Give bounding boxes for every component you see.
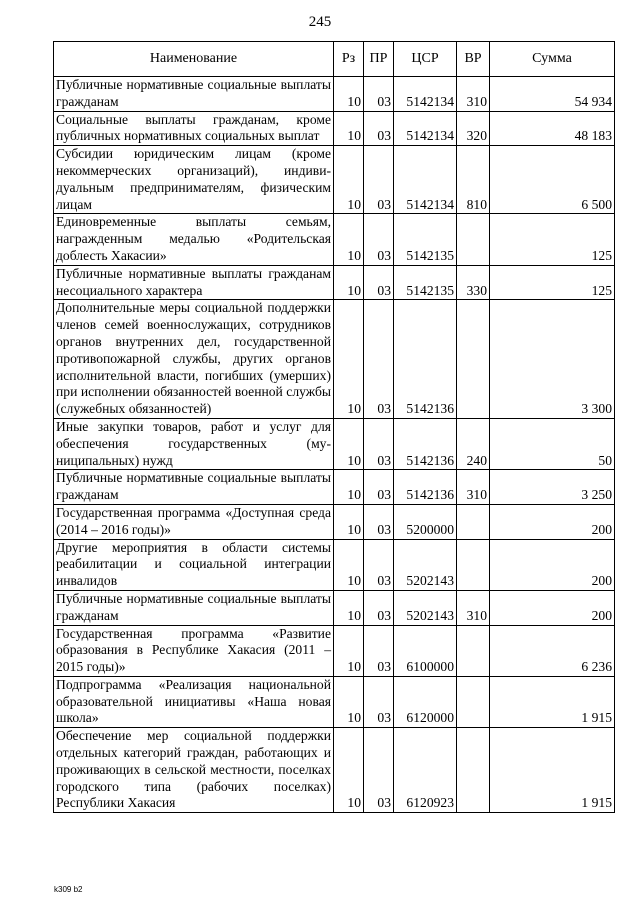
cell-vr: 310 — [457, 77, 490, 112]
cell-csr: 5202143 — [394, 590, 457, 625]
table-row — [54, 625, 615, 676]
table-row — [54, 265, 615, 300]
cell-rz: 10 — [334, 111, 364, 146]
header-pr: ПР — [364, 42, 394, 77]
cell-pr: 03 — [364, 77, 394, 112]
cell-sum: 125 — [490, 265, 615, 300]
footer-code: k309 b2 — [54, 885, 83, 894]
cell-name: Дополнительные меры социальной поддержки членов семей военнослужащих, сотрудников органов внутренних дел, государственной противопожарной службы, других органов исполнительной власти, погибших (умерших) при исполнении обязанностей военной службы (служебных обязанностей) — [54, 300, 334, 419]
cell-name: Иные закупки товаров, работ и услуг для обеспечения государственных (муниципальных) нужд — [54, 418, 334, 469]
cell-csr: 5142135 — [394, 214, 457, 265]
cell-vr — [457, 300, 490, 419]
table-row — [54, 470, 615, 505]
cell-csr: 5202143 — [394, 539, 457, 590]
cell-name: Публичные нормативные социальные выплаты гражданам — [54, 590, 334, 625]
cell-vr: 310 — [457, 590, 490, 625]
cell-name: Подпрограмма «Реализация национальной образовательной инициативы «Наша новая школа» — [54, 676, 334, 727]
cell-pr: 03 — [364, 676, 394, 727]
cell-csr: 6120923 — [394, 728, 457, 813]
cell-pr: 03 — [364, 470, 394, 505]
cell-csr: 5200000 — [394, 504, 457, 539]
cell-rz: 10 — [334, 504, 364, 539]
cell-rz: 10 — [334, 676, 364, 727]
cell-pr: 03 — [364, 111, 394, 146]
cell-pr: 03 — [364, 265, 394, 300]
cell-rz: 10 — [334, 470, 364, 505]
cell-vr: 310 — [457, 470, 490, 505]
cell-sum: 1 915 — [490, 676, 615, 727]
cell-vr — [457, 676, 490, 727]
cell-sum: 50 — [490, 418, 615, 469]
cell-vr: 320 — [457, 111, 490, 146]
cell-pr: 03 — [364, 625, 394, 676]
cell-pr: 03 — [364, 418, 394, 469]
cell-sum: 48 183 — [490, 111, 615, 146]
header-sum: Сумма — [490, 42, 615, 77]
page-number: 245 — [308, 14, 332, 30]
table-row — [54, 146, 615, 214]
cell-pr: 03 — [364, 300, 394, 419]
cell-sum: 6 500 — [490, 146, 615, 214]
cell-csr: 5142136 — [394, 418, 457, 469]
cell-rz: 10 — [334, 625, 364, 676]
cell-rz: 10 — [334, 146, 364, 214]
table-row — [54, 111, 615, 146]
cell-vr — [457, 504, 490, 539]
cell-rz: 10 — [334, 418, 364, 469]
header-vr: ВР — [457, 42, 490, 77]
cell-pr: 03 — [364, 214, 394, 265]
cell-rz: 10 — [334, 300, 364, 419]
cell-sum: 1 915 — [490, 728, 615, 813]
cell-name: Обеспечение мер социальной поддержки отдельных категорий граждан, работающих и проживающих в сельской местности, поселках городского типа (рабочих поселках) Республики Хакасия — [54, 728, 334, 813]
budget-table — [53, 41, 615, 813]
cell-name: Государственная программа «Доступная среда (2014 – 2016 годы)» — [54, 504, 334, 539]
table-header-row — [54, 42, 615, 77]
cell-csr: 6100000 — [394, 625, 457, 676]
cell-name: Публичные нормативные социальные выплаты гражданам — [54, 470, 334, 505]
cell-vr: 330 — [457, 265, 490, 300]
cell-pr: 03 — [364, 728, 394, 813]
cell-vr — [457, 625, 490, 676]
cell-csr: 5142135 — [394, 265, 457, 300]
table-row — [54, 728, 615, 813]
header-rz: Рз — [334, 42, 364, 77]
cell-vr — [457, 214, 490, 265]
cell-vr — [457, 728, 490, 813]
cell-csr: 5142134 — [394, 146, 457, 214]
table-row — [54, 418, 615, 469]
cell-name: Другие мероприятия в области системы реабилитации и социальной интеграции инвалидов — [54, 539, 334, 590]
cell-csr: 5142136 — [394, 470, 457, 505]
cell-vr: 810 — [457, 146, 490, 214]
cell-csr: 5142134 — [394, 111, 457, 146]
cell-vr: 240 — [457, 418, 490, 469]
cell-pr: 03 — [364, 504, 394, 539]
table-row — [54, 214, 615, 265]
cell-sum: 3 300 — [490, 300, 615, 419]
cell-sum: 125 — [490, 214, 615, 265]
table-row — [54, 676, 615, 727]
cell-rz: 10 — [334, 77, 364, 112]
cell-csr: 5142134 — [394, 77, 457, 112]
table-row — [54, 590, 615, 625]
cell-sum: 200 — [490, 539, 615, 590]
cell-rz: 10 — [334, 539, 364, 590]
table-row — [54, 77, 615, 112]
cell-name: Единовременные выплаты семьям, награжденным медалью «Родительская доблесть Хакасии» — [54, 214, 334, 265]
header-name: Наименование — [54, 42, 334, 77]
cell-name: Публичные нормативные выплаты гражданам несоциального характера — [54, 265, 334, 300]
table-row — [54, 300, 615, 419]
cell-name: Социальные выплаты гражданам, кроме публичных нормативных социальных выплат — [54, 111, 334, 146]
cell-sum: 3 250 — [490, 470, 615, 505]
table-row — [54, 539, 615, 590]
cell-vr — [457, 539, 490, 590]
cell-sum: 54 934 — [490, 77, 615, 112]
cell-name: Публичные нормативные социальные выплаты гражданам — [54, 77, 334, 112]
table-row — [54, 504, 615, 539]
cell-sum: 200 — [490, 504, 615, 539]
header-csr: ЦСР — [394, 42, 457, 77]
cell-sum: 200 — [490, 590, 615, 625]
cell-pr: 03 — [364, 539, 394, 590]
table-body — [54, 77, 615, 813]
cell-rz: 10 — [334, 590, 364, 625]
cell-csr: 6120000 — [394, 676, 457, 727]
cell-sum: 6 236 — [490, 625, 615, 676]
cell-name: Государственная программа «Развитие образования в Республике Хакасия (2011 – 2015 годы)» — [54, 625, 334, 676]
cell-name: Субсидии юридическим лицам (кроме некоммерческих организаций), индивидуальным предпринимателям, физическим лицам — [54, 146, 334, 214]
cell-pr: 03 — [364, 146, 394, 214]
cell-rz: 10 — [334, 214, 364, 265]
cell-rz: 10 — [334, 265, 364, 300]
cell-pr: 03 — [364, 590, 394, 625]
cell-rz: 10 — [334, 728, 364, 813]
cell-csr: 5142136 — [394, 300, 457, 419]
